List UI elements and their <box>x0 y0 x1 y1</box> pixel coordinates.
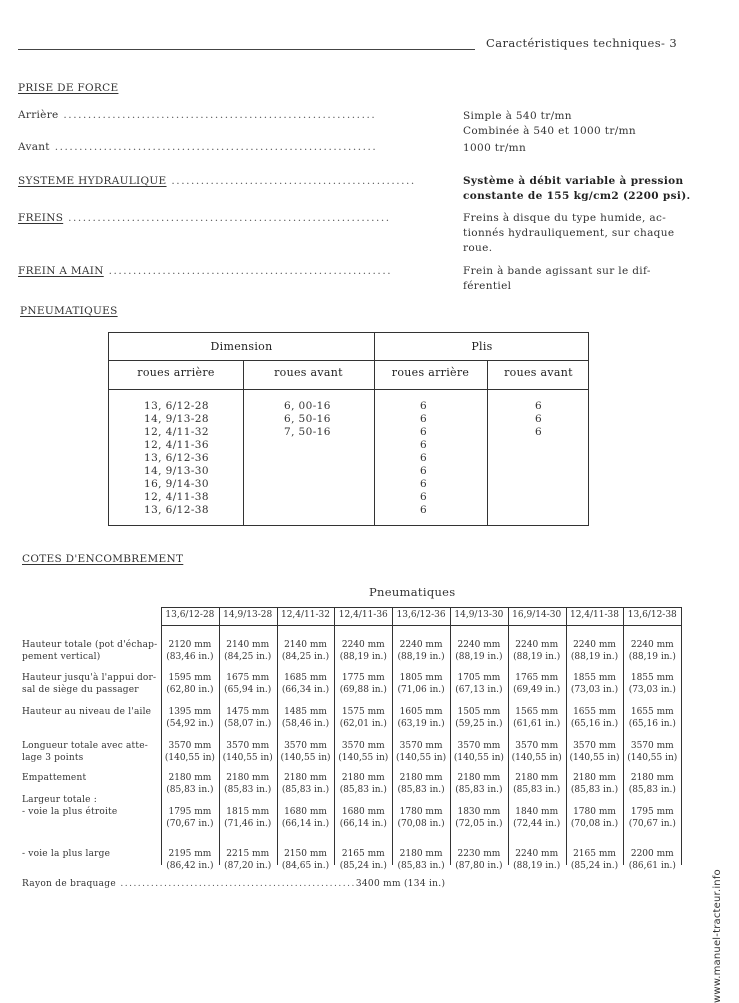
arriere-value-simple: Simple à 540 tr/mn <box>463 110 572 122</box>
tire-cell: 6 <box>420 426 428 438</box>
value-mm: 2180 mm <box>399 849 443 859</box>
value-in: (73,03 in.) <box>628 685 676 695</box>
value-mm: 2180 mm <box>630 773 674 783</box>
freins-value-line: Freins à disque du type humide, ac- <box>463 212 667 224</box>
table-cell <box>566 772 624 796</box>
value-in: (140,55 in) <box>280 753 331 763</box>
value-in: (70,67 in.) <box>628 819 676 829</box>
arriere-value <box>463 109 636 139</box>
value-mm: 2240 mm <box>399 640 443 650</box>
value-mm: 3570 mm <box>168 741 212 751</box>
column-header: 13,6/12-28 <box>165 610 215 620</box>
value-in: (140,55 in) <box>222 753 273 763</box>
column-header: 13,6/12-36 <box>396 610 446 620</box>
value-mm: 1655 mm <box>573 707 616 717</box>
column-header: 12,4/11-38 <box>569 610 619 620</box>
value-mm: 1795 mm <box>630 807 674 817</box>
value-mm: 1680 mm <box>341 807 385 817</box>
value-mm: 2180 mm <box>226 773 270 783</box>
value-in: (88,19 in.) <box>455 652 503 662</box>
frein-main-value-line: Frein à bande agissant sur le dif- <box>463 265 651 277</box>
value-in: (140,55 in) <box>453 753 504 763</box>
row-label-line: Hauteur totale (pot d'échap- <box>22 640 158 650</box>
value-mm: 1680 mm <box>284 807 327 817</box>
row-label-line: - voie la plus étroite <box>22 807 118 817</box>
value-in: (88,19 in.) <box>513 861 561 871</box>
value-in: (140,55 in) <box>511 753 562 763</box>
value-mm: 1805 mm <box>399 673 443 683</box>
value-mm: 1505 mm <box>457 707 501 717</box>
value-in: (84,25 in.) <box>281 652 330 662</box>
column-header: 13,6/12-38 <box>627 610 677 620</box>
value-mm: 2200 mm <box>630 849 674 859</box>
value-in: (85,83 in.) <box>224 785 272 795</box>
value-mm: 3570 mm <box>226 741 270 751</box>
table-cell <box>277 740 335 764</box>
systeme-hydraulique-heading: SYSTEME HYDRAULIQUE <box>18 175 167 187</box>
table-rule <box>243 360 244 525</box>
table-cell <box>161 772 219 796</box>
value-in: (140,55 in) <box>569 753 620 763</box>
table-cell <box>277 672 335 696</box>
table-cell <box>623 672 681 696</box>
value-mm: 3570 mm <box>399 741 443 751</box>
value-in: (85,24 in.) <box>570 861 619 871</box>
tire-cell: 6 <box>420 478 428 490</box>
value-in: (67,13 in.) <box>455 685 503 695</box>
tire-cell: 6 <box>420 491 428 503</box>
value-in: (85,83 in.) <box>397 861 445 871</box>
leader-dots: .................................................................. <box>49 141 378 153</box>
freins-heading: FREINS <box>18 212 64 224</box>
table-cell <box>392 806 450 830</box>
leader-dots: .................................................................. <box>63 212 391 224</box>
table-cell <box>334 672 392 696</box>
table-cell <box>566 706 624 730</box>
value-mm: 2180 mm <box>573 773 616 783</box>
prise-de-force-heading: PRISE DE FORCE <box>18 82 119 94</box>
value-mm: 1830 mm <box>457 807 501 817</box>
leader-dots: ................................................................ <box>58 109 377 121</box>
leader-dots: .................................................. <box>166 175 416 187</box>
page-title: Caractéristiques techniques- 3 <box>486 36 678 50</box>
avant-row <box>18 141 446 153</box>
table-rule <box>374 333 375 525</box>
value-mm: 1675 mm <box>226 673 270 683</box>
value-mm: 3570 mm <box>457 741 501 751</box>
row-label <box>22 794 117 818</box>
tire-cell: 13, 6/12-36 <box>144 452 209 464</box>
value-mm: 3570 mm <box>630 741 674 751</box>
col-roues-avant: roues avant <box>274 366 343 379</box>
value-in: (59,25 in.) <box>455 719 503 729</box>
value-in: (66,14 in.) <box>339 819 387 829</box>
table-cell <box>219 639 277 663</box>
row-label-line: Longueur totale avec atte- <box>22 741 148 751</box>
pneumatiques-heading: PNEUMATIQUES <box>20 305 118 317</box>
value-mm: 1475 mm <box>226 707 270 717</box>
tire-table <box>108 332 589 526</box>
rayon-de-braquage-row <box>22 879 445 889</box>
table-rule <box>109 360 588 361</box>
value-mm: 2120 mm <box>168 640 212 650</box>
table-cell <box>219 772 277 796</box>
table-cell <box>623 706 681 730</box>
value-in: (58,46 in.) <box>281 719 330 729</box>
row-label <box>22 772 86 784</box>
table-cell <box>161 672 219 696</box>
table-cell <box>392 740 450 764</box>
value-mm: 2230 mm <box>457 849 501 859</box>
value-in: (88,19 in.) <box>570 652 619 662</box>
value-mm: 2180 mm <box>168 773 212 783</box>
value-in: (73,03 in.) <box>570 685 619 695</box>
tire-cell: 6 <box>420 439 428 451</box>
watermark-url: www.manuel-tracteur.info <box>712 869 723 1003</box>
table-cell <box>392 772 450 796</box>
table-rule <box>161 607 681 608</box>
table-cell <box>277 772 335 796</box>
table-cell <box>161 706 219 730</box>
value-in: (140,55 in) <box>396 753 447 763</box>
value-mm: 2180 mm <box>457 773 501 783</box>
table-cell <box>161 806 219 830</box>
value-in: (85,83 in.) <box>513 785 561 795</box>
tire-cell: 13, 6/12-28 <box>144 400 209 412</box>
col-plis-avant: roues avant <box>504 366 573 379</box>
tire-cell: 6 <box>420 465 428 477</box>
tire-cell: 6 <box>420 413 428 425</box>
value-mm: 2140 mm <box>226 640 270 650</box>
column-header: 16,9/14-30 <box>512 610 562 620</box>
value-mm: 1685 mm <box>284 673 327 683</box>
table-cell <box>508 706 566 730</box>
value-mm: 2180 mm <box>515 773 559 783</box>
value-mm: 3570 mm <box>573 741 616 751</box>
value-mm: 3570 mm <box>341 741 385 751</box>
row-label-line: pement vertical) <box>22 652 101 662</box>
value-in: (88,19 in.) <box>513 652 561 662</box>
row-label <box>22 706 151 718</box>
value-in: (61,61 in.) <box>513 719 561 729</box>
value-mm: 1595 mm <box>168 673 212 683</box>
value-in: (85,24 in.) <box>339 861 387 871</box>
value-in: (65,16 in.) <box>570 719 619 729</box>
value-in: (140,55 in) <box>627 753 678 763</box>
value-in: (84,65 in.) <box>281 861 330 871</box>
value-in: (71,06 in.) <box>397 685 445 695</box>
table-cell <box>334 740 392 764</box>
table-cell <box>392 639 450 663</box>
table-cell <box>623 806 681 830</box>
row-label-line: lage 3 points <box>22 753 84 763</box>
tire-cell: 13, 6/12-38 <box>144 504 209 516</box>
table-rule <box>487 360 488 525</box>
tire-cell: 12, 4/11-38 <box>144 491 209 503</box>
value-mm: 3570 mm <box>515 741 559 751</box>
systeme-hydraulique-value <box>463 174 691 204</box>
leader-dots: ...................................................... <box>116 879 356 889</box>
value-in: (83,46 in.) <box>166 652 214 662</box>
plis-arriere-list <box>420 400 427 517</box>
frein-a-main-row <box>18 265 446 277</box>
avant-label: Avant <box>18 141 50 153</box>
value-in: (69,88 in.) <box>339 685 387 695</box>
tire-cell: 14, 9/13-28 <box>144 413 209 425</box>
value-in: (88,19 in.) <box>397 652 445 662</box>
value-in: (86,42 in.) <box>166 861 214 871</box>
value-in: (85,83 in.) <box>397 785 445 795</box>
row-label-line: Hauteur au niveau de l'aile <box>22 707 152 717</box>
table-cell <box>161 740 219 764</box>
dim-arriere-list <box>144 400 209 517</box>
value-in: (85,83 in.) <box>628 785 676 795</box>
value-mm: 1565 mm <box>515 707 559 717</box>
value-in: (72,44 in.) <box>513 819 561 829</box>
table-rule <box>161 625 681 626</box>
tire-cell: 6, 00-16 <box>284 400 331 412</box>
table-cell <box>508 639 566 663</box>
value-in: (87,80 in.) <box>455 861 503 871</box>
value-mm: 1775 mm <box>341 673 385 683</box>
table-cell <box>450 772 508 796</box>
value-in: (87,20 in.) <box>224 861 272 871</box>
table-cell <box>450 740 508 764</box>
table-cell <box>277 806 335 830</box>
row-label <box>22 639 157 663</box>
value-in: (85,83 in.) <box>339 785 387 795</box>
value-in: (63,19 in.) <box>397 719 445 729</box>
column-header: 14,9/13-30 <box>454 610 504 620</box>
table-cell <box>566 639 624 663</box>
table-cell <box>566 740 624 764</box>
value-in: (65,94 in.) <box>224 685 272 695</box>
value-in: (69,49 in.) <box>513 685 561 695</box>
value-in: (62,80 in.) <box>166 685 214 695</box>
row-label-line: Hauteur jusqu'à l'appui dor- <box>22 673 157 683</box>
arriere-label: Arrière <box>18 109 59 121</box>
col-plis-arriere: roues arrière <box>391 366 470 379</box>
value-mm: 2180 mm <box>399 773 443 783</box>
table-cell <box>334 806 392 830</box>
table-cell <box>623 740 681 764</box>
column-header: 12,4/11-36 <box>338 610 388 620</box>
value-mm: 2165 mm <box>341 849 385 859</box>
header-dimension: Dimension <box>210 340 273 353</box>
freins-value-line: roue. <box>463 242 493 254</box>
value-mm: 2165 mm <box>573 849 616 859</box>
value-mm: 2150 mm <box>284 849 327 859</box>
row-label-line: sal de siège du passager <box>22 685 139 695</box>
row-label-line: Largeur totale : <box>22 795 98 805</box>
cotes-heading: COTES D'ENCOMBREMENT <box>22 553 184 565</box>
freins-value-line: tionnés hydrauliquement, sur chaque <box>463 227 675 239</box>
table-cell <box>623 848 681 872</box>
value-mm: 1855 mm <box>630 673 674 683</box>
value-in: (85,83 in.) <box>455 785 503 795</box>
dim-avant-list <box>284 400 331 439</box>
tire-cell: 7, 50-16 <box>284 426 331 438</box>
table-cell <box>219 806 277 830</box>
value-in: (85,83 in.) <box>570 785 619 795</box>
table-rule <box>109 389 588 390</box>
tire-cell: 6 <box>420 400 428 412</box>
value-in: (54,92 in.) <box>166 719 214 729</box>
table-cell <box>508 740 566 764</box>
tire-cell: 6, 50-16 <box>284 413 331 425</box>
table-cell <box>219 672 277 696</box>
table-cell <box>334 639 392 663</box>
row-label-line: - voie la plus large <box>22 849 111 859</box>
value-mm: 2180 mm <box>341 773 385 783</box>
row-label-line: Empattement <box>22 773 87 783</box>
table-cell <box>508 772 566 796</box>
value-in: (58,07 in.) <box>224 719 272 729</box>
table-rule <box>681 607 682 865</box>
rayon-label: Rayon de braquage <box>22 879 116 889</box>
frein-a-main-heading: FREIN A MAIN <box>18 265 104 277</box>
value-mm: 1395 mm <box>168 707 212 717</box>
value-mm: 1780 mm <box>399 807 443 817</box>
value-mm: 1855 mm <box>573 673 616 683</box>
value-mm: 1795 mm <box>168 807 212 817</box>
table-cell <box>450 706 508 730</box>
hydraulique-value-line: Système à débit variable à pression <box>463 175 684 187</box>
value-in: (65,16 in.) <box>628 719 676 729</box>
table-cell <box>219 848 277 872</box>
table-cell <box>623 639 681 663</box>
frein-a-main-value <box>463 264 651 294</box>
value-in: (72,05 in.) <box>455 819 503 829</box>
table-cell <box>508 806 566 830</box>
value-in: (85,83 in.) <box>281 785 330 795</box>
table-cell <box>392 706 450 730</box>
value-in: (66,34 in.) <box>281 685 330 695</box>
value-mm: 1485 mm <box>284 707 327 717</box>
table-cell <box>392 848 450 872</box>
systeme-hydraulique-row <box>18 175 446 187</box>
value-mm: 2240 mm <box>573 640 616 650</box>
row-label <box>22 848 110 860</box>
table-cell <box>450 672 508 696</box>
value-in: (85,83 in.) <box>166 785 214 795</box>
rayon-value: 3400 mm (134 in.) <box>355 879 446 889</box>
column-header: 12,4/11-32 <box>280 610 330 620</box>
value-mm: 1765 mm <box>515 673 559 683</box>
table-cell <box>450 639 508 663</box>
hydraulique-value-line: constante de 155 kg/cm2 (2200 psi). <box>463 190 691 202</box>
value-mm: 2240 mm <box>341 640 385 650</box>
table-cell <box>623 772 681 796</box>
tire-cell: 6 <box>535 413 543 425</box>
value-mm: 1655 mm <box>630 707 674 717</box>
value-in: (140,55 in) <box>164 753 215 763</box>
value-in: (70,67 in.) <box>166 819 214 829</box>
table-cell <box>392 672 450 696</box>
value-in: (84,25 in.) <box>224 652 272 662</box>
header-plis: Plis <box>471 340 493 353</box>
table-cell <box>334 848 392 872</box>
value-mm: 1840 mm <box>515 807 559 817</box>
table-cell <box>450 806 508 830</box>
frein-main-value-line: férentiel <box>463 280 512 292</box>
value-mm: 2180 mm <box>284 773 327 783</box>
col-roues-arriere: roues arrière <box>137 366 215 379</box>
value-in: (88,19 in.) <box>339 652 387 662</box>
value-mm: 2240 mm <box>630 640 674 650</box>
value-mm: 2215 mm <box>226 849 270 859</box>
tire-cell: 12, 4/11-32 <box>144 426 209 438</box>
table-cell <box>277 706 335 730</box>
table-cell <box>566 848 624 872</box>
table-cell <box>161 639 219 663</box>
table-cell <box>219 740 277 764</box>
leader-dots: .......................................................... <box>103 265 393 277</box>
tire-cell: 6 <box>535 426 543 438</box>
value-mm: 1575 mm <box>341 707 385 717</box>
arriere-row <box>18 109 446 121</box>
table-cell <box>277 848 335 872</box>
value-in: (62,01 in.) <box>339 719 387 729</box>
tire-cell: 6 <box>420 504 428 516</box>
value-mm: 2195 mm <box>168 849 212 859</box>
dimensions-table-title: Pneumatiques <box>369 585 456 599</box>
value-in: (140,55 in) <box>338 753 389 763</box>
table-cell <box>161 848 219 872</box>
table-cell <box>566 672 624 696</box>
value-in: (70,08 in.) <box>397 819 445 829</box>
value-mm: 3570 mm <box>284 741 327 751</box>
table-cell <box>450 848 508 872</box>
value-in: (70,08 in.) <box>570 819 619 829</box>
freins-value <box>463 211 674 256</box>
tire-cell: 14, 9/13-30 <box>144 465 209 477</box>
table-cell <box>334 706 392 730</box>
table-cell <box>566 806 624 830</box>
value-mm: 1780 mm <box>573 807 616 817</box>
table-cell <box>508 672 566 696</box>
column-header: 14,9/13-28 <box>223 610 273 620</box>
value-in: (66,14 in.) <box>281 819 330 829</box>
freins-row <box>18 212 446 224</box>
table-cell <box>219 706 277 730</box>
value-mm: 1705 mm <box>457 673 501 683</box>
table-cell <box>508 848 566 872</box>
arriere-value-combinee: Combinée à 540 et 1000 tr/mn <box>463 125 637 137</box>
plis-avant-list <box>535 400 542 439</box>
row-label <box>22 672 156 696</box>
tire-cell: 12, 4/11-36 <box>144 439 209 451</box>
value-mm: 2240 mm <box>515 640 559 650</box>
header-rule <box>18 49 475 50</box>
tire-cell: 6 <box>420 452 428 464</box>
value-in: (88,19 in.) <box>628 652 676 662</box>
value-mm: 1815 mm <box>226 807 270 817</box>
avant-value: 1000 tr/mn <box>463 142 527 154</box>
value-mm: 2140 mm <box>284 640 327 650</box>
value-mm: 2240 mm <box>515 849 559 859</box>
table-cell <box>334 772 392 796</box>
value-in: (86,61 in.) <box>628 861 676 871</box>
row-label <box>22 740 148 764</box>
value-in: (71,46 in.) <box>224 819 272 829</box>
tire-cell: 6 <box>535 400 543 412</box>
table-cell <box>277 639 335 663</box>
value-mm: 2240 mm <box>457 640 501 650</box>
tire-cell: 16, 9/14-30 <box>144 478 209 490</box>
value-mm: 1605 mm <box>399 707 443 717</box>
